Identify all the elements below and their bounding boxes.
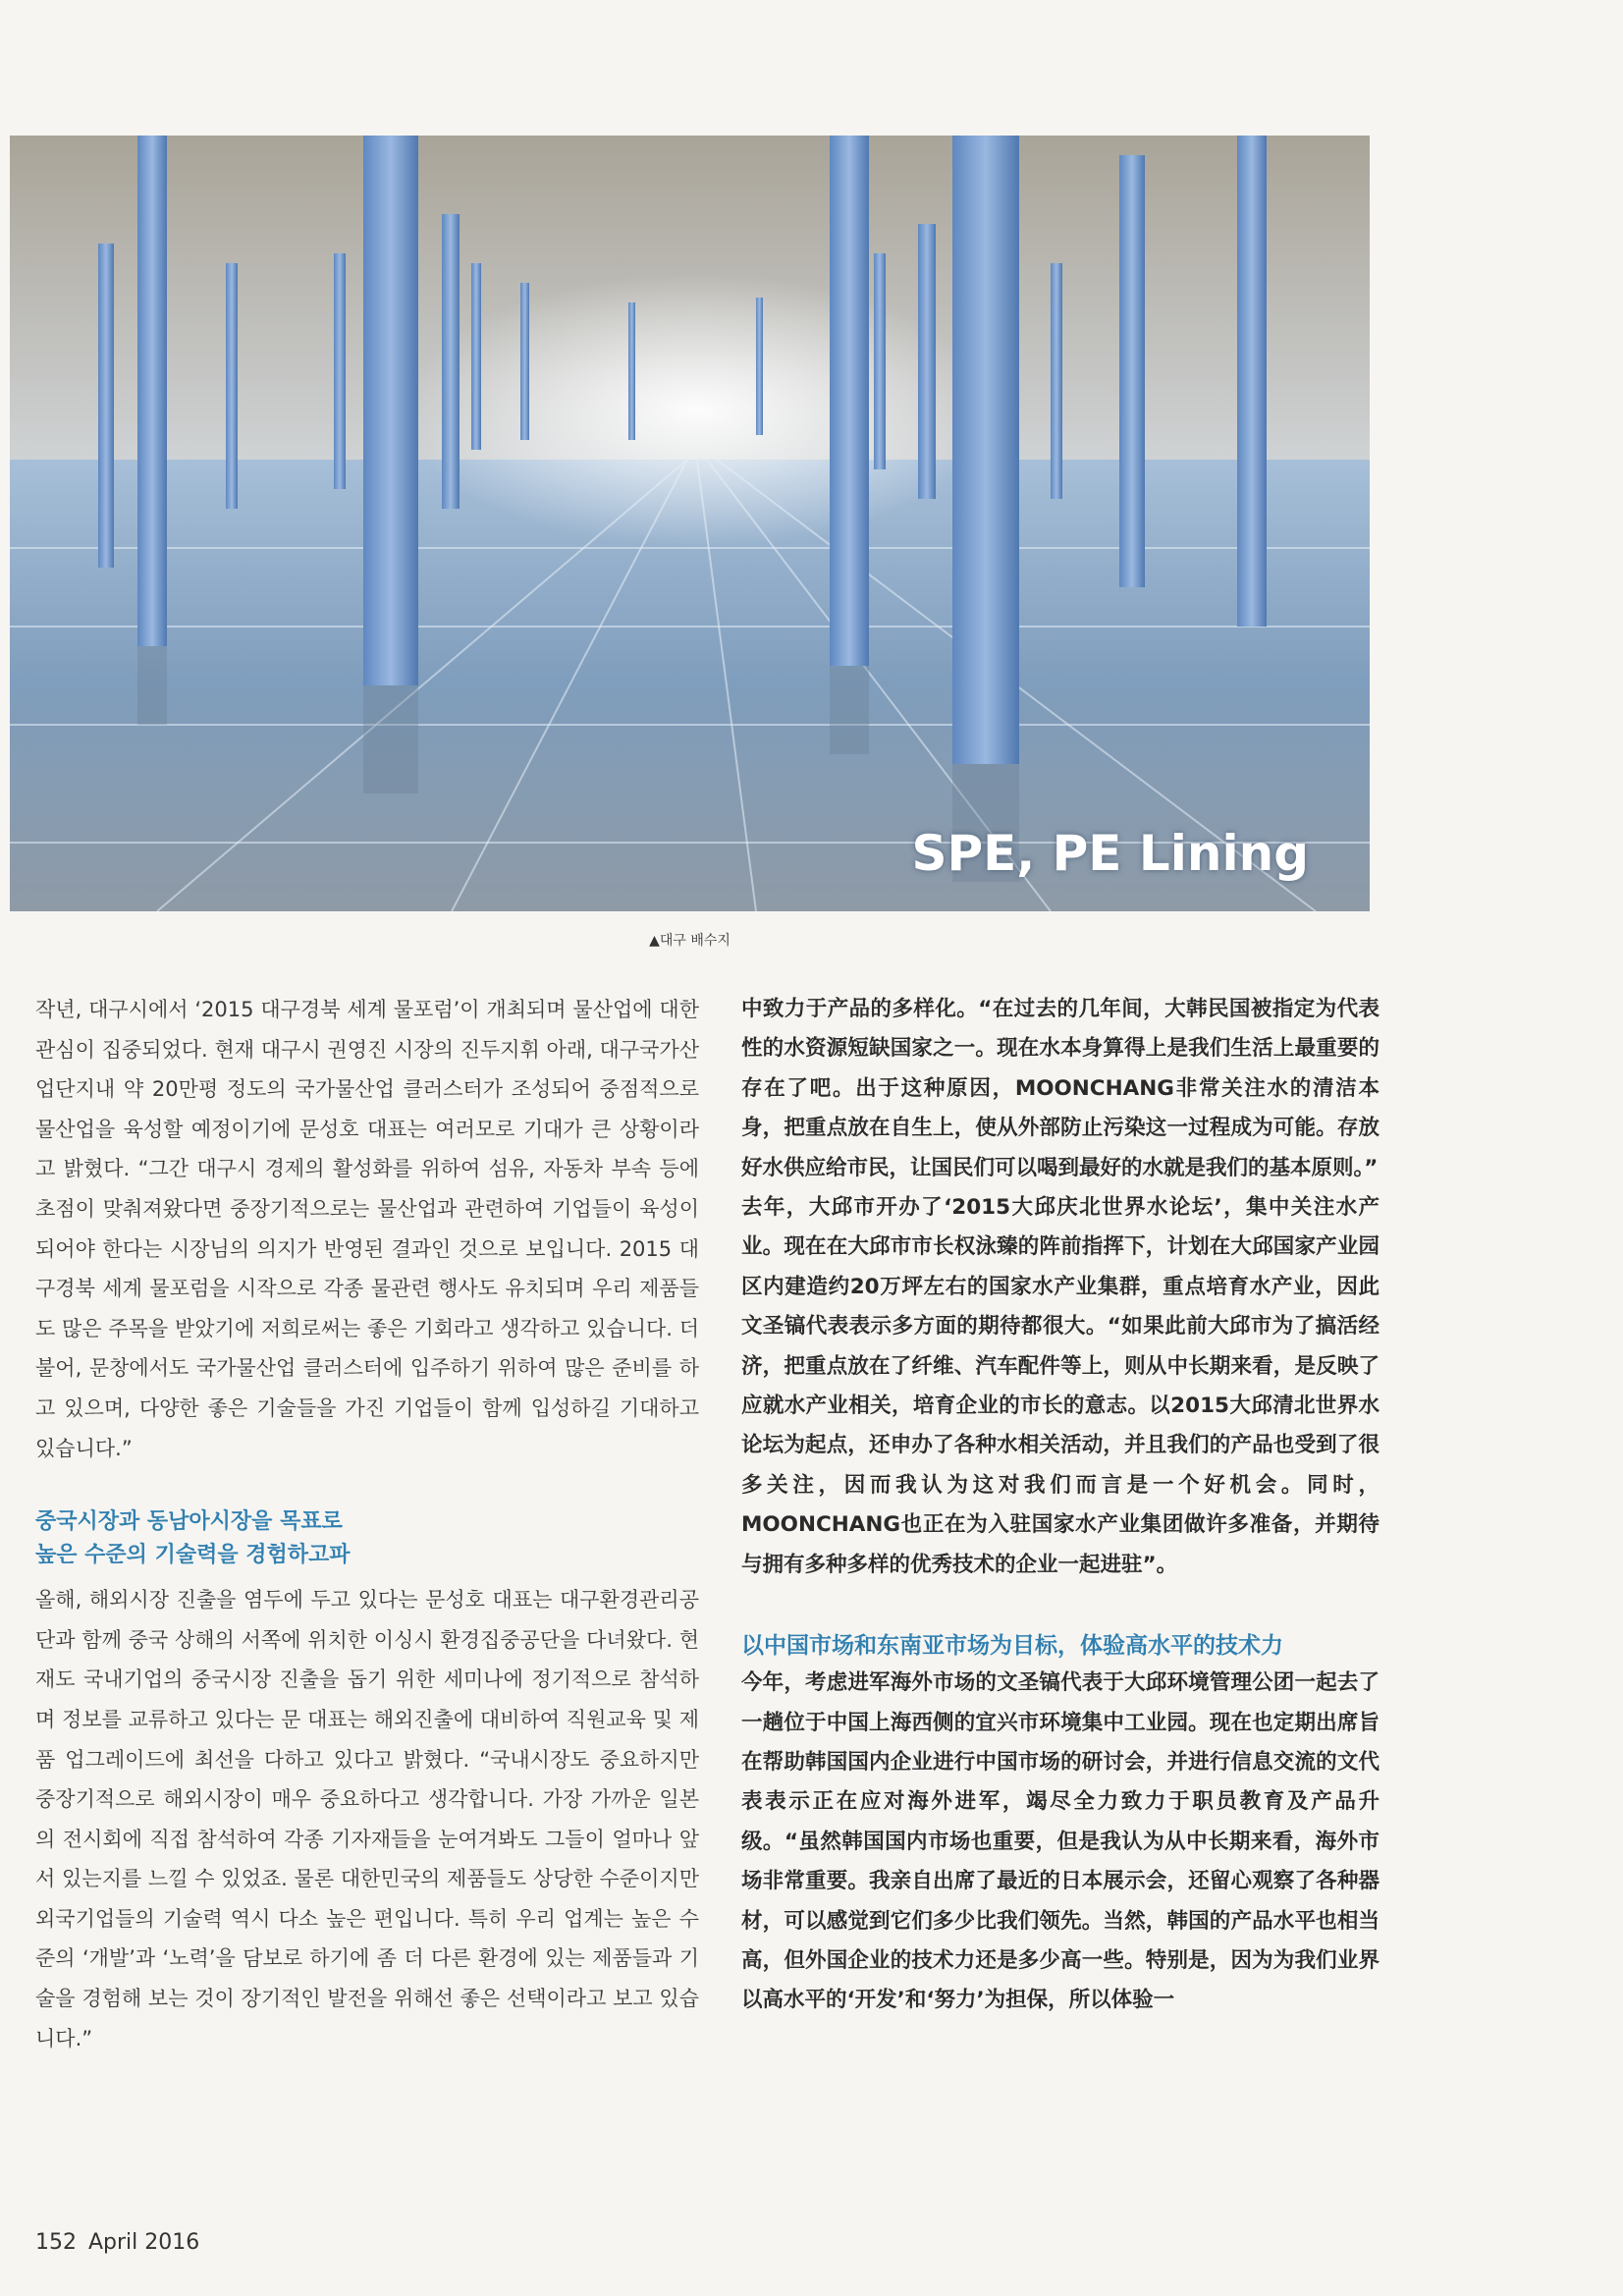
photo-title: SPE, PE Lining (911, 825, 1309, 882)
korean-section-heading (35, 1505, 699, 1572)
page-footer (35, 2230, 199, 2255)
reservoir-illustration (10, 136, 1370, 911)
korean-heading-line-2: 높은 수준의 기술력을 경험하고파 (35, 1543, 351, 1568)
korean-heading-line-1: 중국시장과 동남아시장을 목표로 (35, 1509, 343, 1535)
chinese-paragraph-3: 今年，考虑进军海外市场的文圣镐代表于大邱环境管理公团一起去了一趟位于中国上海西侧的宜兴市环境集中工业园。现在也定期出席旨在帮助韩国国内企业进行中国市场的研讨会，并进行信息交流的文代表表示正在应对海外进军，竭尽全力致力于职员教育及产品升级。“虽然韩国国内市场也重要，但是我认为从中长期来看，海外市场非常重要。我亲自出席了最近的日本展示会，还留心观察了各种器材，可以感觉到它们多少比我们领先。当然，韩国的产品水平也相当高，但外国企业的技术力还是多少高一些。特别是，因为为我们业界以高水平的‘开发’和‘努力’为担保，所以体验一 (741, 1670, 1380, 2013)
chinese-section-heading: 以中国市场和东南亚市场为目标，体验高水平的技术力 (741, 1633, 1283, 1660)
chinese-paragraph-2: 去年，大邱市开办了‘2015大邱庆北世界水论坛’，集中关注水产业。现在在大邱市市长权泳臻的阵前指挥下，计划在大邱国家产业园区内建造约20万坪左右的国家水产业集群，重点培育水产业，因此文圣镐代表表示多方面的期待都很大。“如果此前大邱市为了搞活经济，把重点放在了纤维、汽车配件等上，则从中长期来看，是反映了应就水产业相关，培育企业的市长的意志。以2015大邱清北世界水论坛为起点，还申办了各种水相关活动，并且我们的产品也受到了很多关注，因而我认为这对我们而言是一个好机会。同时，MOONCHANG也正在为入驻国家水产业集团做许多准备，并期待与拥有多种多样的优秀技术的企业一起进驻”。 (741, 1195, 1380, 1577)
chinese-column (741, 990, 1380, 2021)
reservoir-photo (10, 136, 1370, 911)
photo-caption: ▲대구 배수지 (649, 933, 730, 949)
page-number: 152 (35, 2230, 77, 2255)
korean-paragraph-2: 올해, 해외시장 진출을 염두에 두고 있다는 문성호 대표는 대구환경관리공단과 함께 중국 상해의 서쪽에 위치한 이싱시 환경집중공단을 다녀왔다. 현재도 국내기업의 중국시장 진출을 돕기 위한 세미나에 정기적으로 참석하며 정보를 교류하고 있다는 문 대표는 해외진출에 대비하여 직원교육 및 제품 업그레이드에 최선을 다하고 있다고 밝혔다. “국내시장도 중요하지만 중장기적으로 해외시장이 매우 중요하다고 생각합니다. 가장 가까운 일본의 전시회에 직접 참석하여 각종 기자재들을 눈여겨봐도 그들이 얼마나 앞서 있는지를 느낄 수 있었죠. 물론 대한민국의 제품들도 상당한 수준이지만 외국기업들의 기술력 역시 다소 높은 편입니다. 특히 우리 업계는 높은 수준의 ‘개발’과 ‘노력’을 담보로 하기에 좀 더 다른 환경에 있는 제품들과 기술을 경험해 보는 것이 장기적인 발전을 위해선 좋은 선택이라고 보고 있습니다.” (35, 1588, 699, 2050)
korean-column (35, 990, 699, 2058)
chinese-paragraph-1: 中致力于产品的多样化。“在过去的几年间，大韩民国被指定为代表性的水资源短缺国家之一。现在水本身算得上是我们生活上最重要的存在了吧。出于这种原因，MOONCHANG非常关注水的清洁本身，把重点放在自生上，使从外部防止污染这一过程成为可能。存放好水供应给市民，让国民们可以喝到最好的水就是我们的基本原则。” (741, 997, 1380, 1180)
korean-paragraph-1: 작년, 대구시에서 ‘2015 대구경북 세계 물포럼’이 개최되며 물산업에 대한 관심이 집중되었다. 현재 대구시 권영진 시장의 진두지휘 아래, 대구국가산업단지내 약 20만평 정도의 국가물산업 클러스터가 조성되어 중점적으로 물산업을 육성할 예정이기에 문성호 대표는 여러모로 기대가 큰 상황이라고 밝혔다. “그간 대구시 경제의 활성화를 위하여 섬유, 자동차 부속 등에 초점이 맞춰져왔다면 중장기적으로는 물산업과 관련하여 기업들이 육성이 되어야 한다는 시장님의 의지가 반영된 결과인 것으로 보입니다. 2015 대구경북 세계 물포럼을 시작으로 각종 물관련 행사도 유치되며 우리 제품들도 많은 주목을 받았기에 저희로써는 좋은 기회라고 생각하고 있습니다. 더불어, 문창에서도 국가물산업 클러스터에 입주하기 위하여 많은 준비를 하고 있으며, 다양한 좋은 기술들을 가진 기업들이 함께 입성하길 기대하고 있습니다.” (35, 998, 699, 1460)
issue-date: April 2016 (88, 2230, 200, 2255)
